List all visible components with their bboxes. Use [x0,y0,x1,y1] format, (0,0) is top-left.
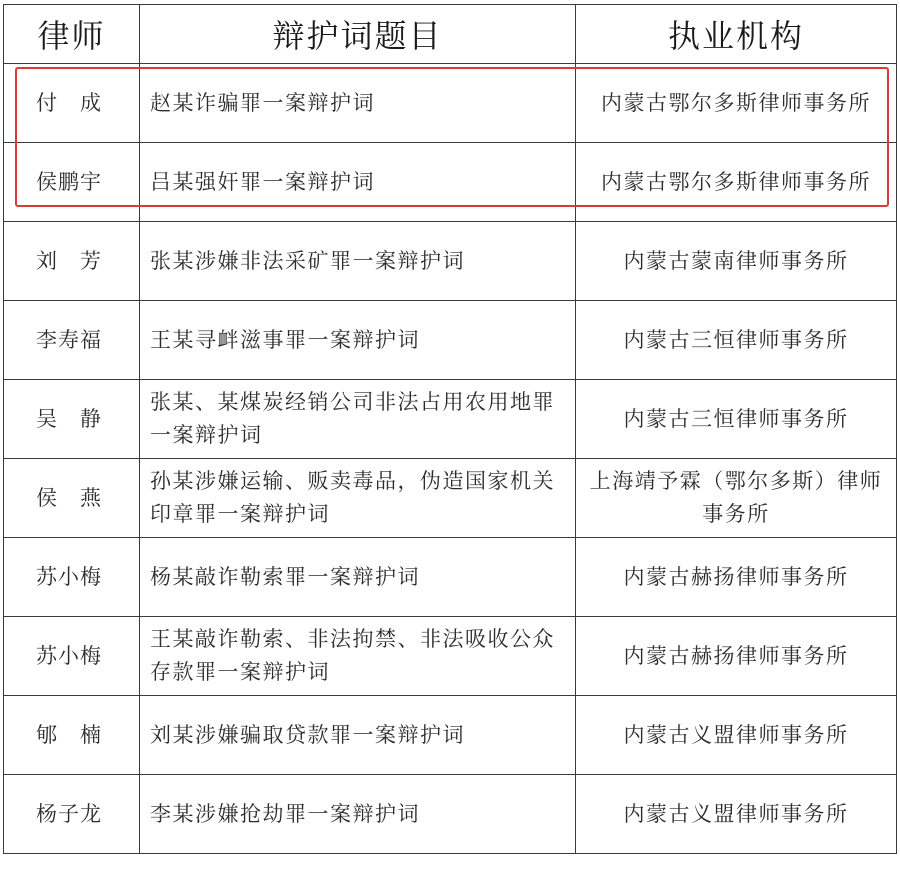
firm-cell: 内蒙古三恒律师事务所 [576,380,897,459]
lawyer-cell: 苏小梅 [4,617,140,696]
title-cell: 杨某敲诈勒索罪一案辩护词 [140,538,576,617]
title-cell: 赵某诈骗罪一案辩护词 [140,64,576,143]
title-cell: 王某寻衅滋事罪一案辩护词 [140,301,576,380]
firm-cell: 内蒙古义盟律师事务所 [576,696,897,775]
firm-cell: 内蒙古鄂尔多斯律师事务所 [576,64,897,143]
firm-cell: 内蒙古义盟律师事务所 [576,775,897,854]
defense-list-table [3,4,897,854]
lawyer-cell: 郇 楠 [4,696,140,775]
firm-cell: 内蒙古赫扬律师事务所 [576,538,897,617]
header-firm: 执业机构 [576,5,897,64]
header-title: 辩护词题目 [140,5,576,64]
lawyer-cell: 苏小梅 [4,538,140,617]
title-cell: 孙某涉嫌运输、贩卖毒品，伪造国家机关印章罪一案辩护词 [140,459,576,538]
firm-cell: 内蒙古赫扬律师事务所 [576,617,897,696]
title-cell: 王某敲诈勒索、非法拘禁、非法吸收公众存款罪一案辩护词 [140,617,576,696]
table-row [4,380,897,459]
table-row [4,459,897,538]
table-row [4,538,897,617]
table-row [4,143,897,222]
title-cell: 李某涉嫌抢劫罪一案辩护词 [140,775,576,854]
table-row [4,301,897,380]
firm-cell: 内蒙古蒙南律师事务所 [576,222,897,301]
lawyer-cell: 吴 静 [4,380,140,459]
header-row [4,5,897,64]
table-row [4,617,897,696]
title-cell: 张某、某煤炭经销公司非法占用农用地罪一案辩护词 [140,380,576,459]
firm-cell: 上海靖予霖（鄂尔多斯）律师事务所 [576,459,897,538]
lawyer-cell: 李寿福 [4,301,140,380]
firm-cell: 内蒙古三恒律师事务所 [576,301,897,380]
lawyer-cell: 侯鹏宇 [4,143,140,222]
lawyer-cell: 杨子龙 [4,775,140,854]
title-cell: 吕某强奸罪一案辩护词 [140,143,576,222]
table-row [4,775,897,854]
table-row [4,64,897,143]
title-cell: 张某涉嫌非法采矿罪一案辩护词 [140,222,576,301]
title-cell: 刘某涉嫌骗取贷款罪一案辩护词 [140,696,576,775]
table-row [4,222,897,301]
table-row [4,696,897,775]
header-lawyer: 律师 [4,5,140,64]
lawyer-cell: 侯 燕 [4,459,140,538]
lawyer-cell: 付 成 [4,64,140,143]
lawyer-cell: 刘 芳 [4,222,140,301]
firm-cell: 内蒙古鄂尔多斯律师事务所 [576,143,897,222]
